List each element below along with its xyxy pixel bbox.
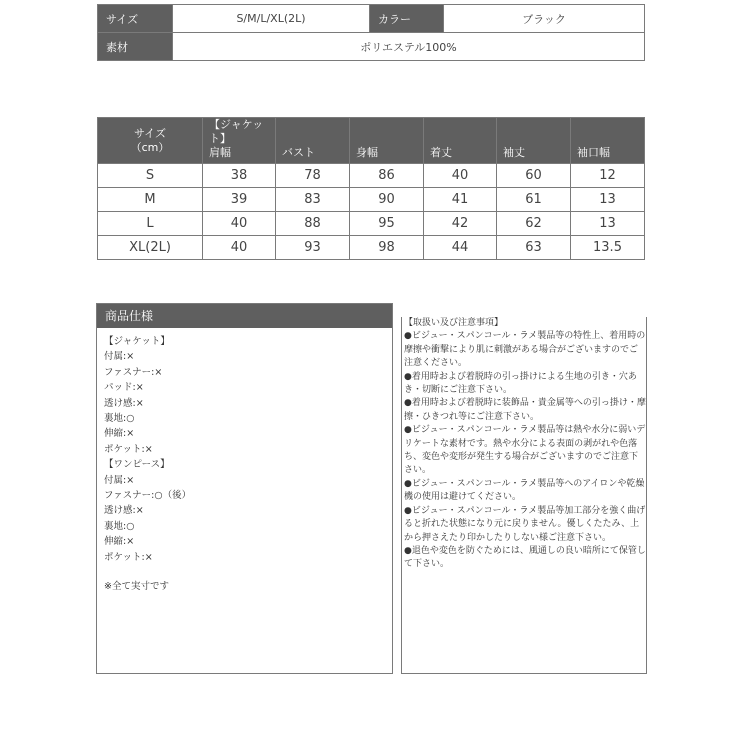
list-item: 伸縮:× — [104, 536, 135, 548]
care-notes-box — [401, 317, 647, 674]
list-item: ファスナー:× — [104, 366, 163, 378]
table-cell: 13 — [571, 212, 645, 236]
care-note: ●退色や変色を防ぐためには、風通しの良い暗所にて保管して下さい。 — [404, 545, 646, 570]
care-note: ●ビジュー・スパンコール・ラメ製品等へのアイロンや乾燥機の使用は避けてください。 — [404, 478, 645, 503]
size-cell: M — [98, 188, 203, 212]
table-cell: 40 — [203, 212, 276, 236]
table-cell: 60 — [497, 164, 571, 188]
table-cell: 98 — [350, 236, 424, 260]
list-item: ポケット:× — [104, 443, 153, 455]
spec-onepiece-heading: 【ワンピース】 — [104, 459, 170, 471]
header-jacket-label: 【ジャケット】 — [209, 118, 264, 145]
color-value: ブラック — [444, 5, 645, 33]
product-spec-box — [96, 303, 393, 674]
care-note: ●着用時および着脱時の引っ掛けによる生地の引き・穴あき・切断にご注意下さい。 — [404, 371, 637, 396]
table-cell: 40 — [424, 164, 497, 188]
table-cell: 13.5 — [571, 236, 645, 260]
header-bust-label: バスト — [282, 146, 315, 159]
table-cell: 62 — [497, 212, 571, 236]
list-item: 裏地:○ — [104, 413, 135, 425]
table-row — [98, 236, 645, 260]
table-cell: 83 — [276, 188, 350, 212]
header-sleeve-label: 袖丈 — [503, 146, 525, 159]
table-cell: 88 — [276, 212, 350, 236]
table-cell: 12 — [571, 164, 645, 188]
table-cell: 39 — [203, 188, 276, 212]
table-cell: 38 — [203, 164, 276, 188]
spacer — [104, 565, 392, 579]
size-cell: L — [98, 212, 203, 236]
info-row-size-color — [98, 5, 645, 33]
info-row-material — [98, 33, 645, 61]
header-shoulder — [203, 118, 276, 164]
header-sleeve — [497, 118, 571, 164]
care-note: ●ビジュー・スパンコール・ラメ製品等の特性上、着用時の摩擦や衝撃により肌に刺激がある場合がございますのでご注意ください。 — [404, 331, 646, 369]
product-info-table — [97, 4, 645, 61]
material-value: ポリエステル100% — [173, 33, 645, 61]
table-row — [98, 164, 645, 188]
header-shoulder-label: 肩幅 — [209, 146, 231, 159]
size-cell: XL(2L) — [98, 236, 203, 260]
header-cuff-label: 袖口幅 — [577, 146, 610, 159]
size-value: S/M/L/XL(2L) — [173, 5, 370, 33]
care-notes-text — [404, 317, 646, 572]
table-cell: 44 — [424, 236, 497, 260]
table-row — [98, 188, 645, 212]
list-item: 伸縮:× — [104, 428, 135, 440]
table-cell: 41 — [424, 188, 497, 212]
table-cell: 63 — [497, 236, 571, 260]
header-body-width — [350, 118, 424, 164]
header-cuff — [571, 118, 645, 164]
table-cell: 42 — [424, 212, 497, 236]
table-cell: 40 — [203, 236, 276, 260]
header-size-line2: （cm） — [130, 140, 170, 154]
header-body-width-label: 身幅 — [356, 146, 378, 159]
list-item: 裏地:○ — [104, 520, 135, 532]
table-cell: 95 — [350, 212, 424, 236]
size-chart-header-row — [98, 118, 645, 164]
table-row — [98, 212, 645, 236]
care-notes-title: 【取扱い及び注意事項】 — [404, 318, 504, 328]
size-chart-table — [97, 117, 645, 260]
size-label: サイズ — [98, 5, 173, 33]
list-item: 透け感:× — [104, 505, 144, 517]
size-cell: S — [98, 164, 203, 188]
header-size-line1: サイズ — [133, 126, 167, 140]
header-bust — [276, 118, 350, 164]
care-note: ●ビジュー・スパンコール・ラメ製品等加工部分を強く曲げると折れた状態になり元に戻りません。優しくたたみ、上から押さえたり印かしたりしない様ご注意下さい。 — [404, 505, 646, 543]
spec-jacket-heading: 【ジャケット】 — [104, 336, 170, 347]
list-item: 透け感:× — [104, 397, 144, 409]
table-cell: 13 — [571, 188, 645, 212]
table-cell: 61 — [497, 188, 571, 212]
spec-footnote: ※全て実寸です — [104, 581, 169, 593]
spec-title: 商品仕様 — [97, 304, 392, 328]
material-label: 素材 — [98, 33, 173, 61]
list-item: パッド:× — [104, 382, 144, 394]
header-length — [424, 118, 497, 164]
header-size — [98, 118, 203, 164]
list-item: 付属:× — [104, 474, 135, 486]
header-length-label: 着丈 — [430, 146, 452, 159]
table-cell: 93 — [276, 236, 350, 260]
list-item: ファスナー:○（後） — [104, 490, 192, 502]
list-item: 付属:× — [104, 351, 135, 363]
spec-body — [97, 328, 392, 595]
list-item: ポケット:× — [104, 551, 153, 563]
table-cell: 86 — [350, 164, 424, 188]
care-note: ●ビジュー・スパンコール・ラメ製品等は熱や水分に弱いデリケートな素材です。熱や水分による表面の剥がれや色落ち、変色や変形が発生する場合がございますのでご注意下さい。 — [404, 425, 646, 476]
table-cell: 90 — [350, 188, 424, 212]
table-cell: 78 — [276, 164, 350, 188]
color-label: カラー — [370, 5, 444, 33]
care-note: ●着用時および着脱時に装飾品・貴金属等への引っ掛け・摩擦・ひきつれ等にご注意下さい。 — [404, 398, 646, 422]
